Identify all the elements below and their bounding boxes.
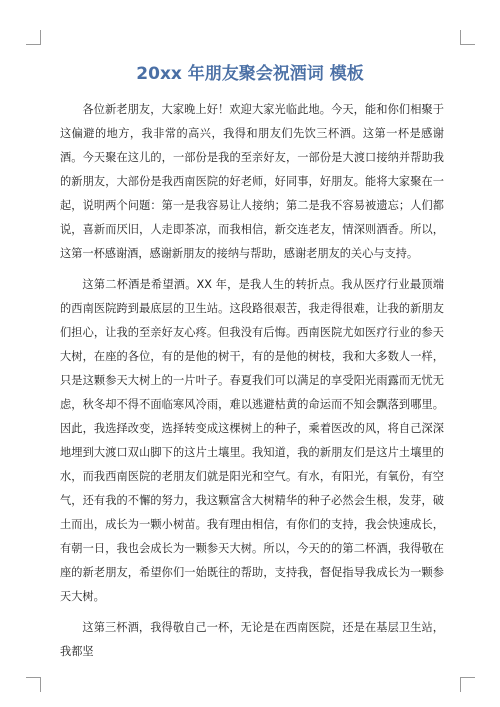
crop-mark-top-left <box>26 30 41 45</box>
paragraph-1: 各位新老朋友，大家晚上好！欢迎大家光临此地。今天，能和你们相聚于这偏避的地方，我非常的高兴，我得和朋友们先饮三杯酒。这第一杯是感谢酒。今天聚在这儿的，一部份是我的至亲好友，一部份是大渡口接纳并帮助我的新朋友，大部份是我西南医院的好老师，好同事，好朋友。能将大家聚在一起，说明两个问题：第一是我容易让人接纳；第二是我不容易被遗忘；人们都说，喜新而厌旧，人走即茶凉，而我相信，新交连老友，情深则酒香。所以，这第一杯感谢酒，感谢新朋友的接纳与帮助，感谢老朋友的关心与支持。 <box>60 103 444 260</box>
crop-mark-bottom-left <box>26 677 41 692</box>
document-title: 20xx 年朋友聚会祝酒词 模板 <box>136 64 364 84</box>
crop-mark-top-right <box>460 30 475 45</box>
crop-mark-bottom-right <box>460 677 475 692</box>
paragraph-2: 这第二杯酒是希望酒。XX 年，是我人生的转折点。我从医疗行业最顶端的西南医院跨到最底层的卫生站。这段路很艰苦，我走得很难，让我的新朋友们担心，让我的至亲好友心疼。但我没有后悔。西南医院尤如医疗行业的参天大树，在座的各位，有的是他的树干，有的是他的树枝，我和大多数人一样，只是这颗参天大树上的一片叶子。春夏我们可以满足的享受阳光雨露而无忧无虑，秋冬却不得不面临寒风冷雨，难以逃避枯黄的命运而不知会飘落到哪里。因此，我选择改变，选择转变成这棵树上的种子，乘着医改的风，将自己深深地埋到大渡口双山脚下的这片土壤里。我知道，我的新朋友们是这片土壤里的水，而我西南医院的老朋友们就是阳光和空气。有水，有阳光，有氧份，有空气，还有我的不懈的努力，我这颗富含大树精华的种子必然会生根，发芽，破土而出，成长为一颗小树苗。我有理由相信，有你们的支持，我会快速成长，有朝一日，我也会成长为一颗参天大树。所以，今天的的第二杯酒，我得敬在座的新老朋友，希望你们一始既往的帮助，支持我，督促指导我成长为一颗参天大树。 <box>60 278 444 603</box>
document-body <box>60 98 444 671</box>
paragraph-3: 这第三杯酒，我得敬自己一杯，无论是在西南医院，还是在基层卫生站，我都坚 <box>60 621 444 658</box>
